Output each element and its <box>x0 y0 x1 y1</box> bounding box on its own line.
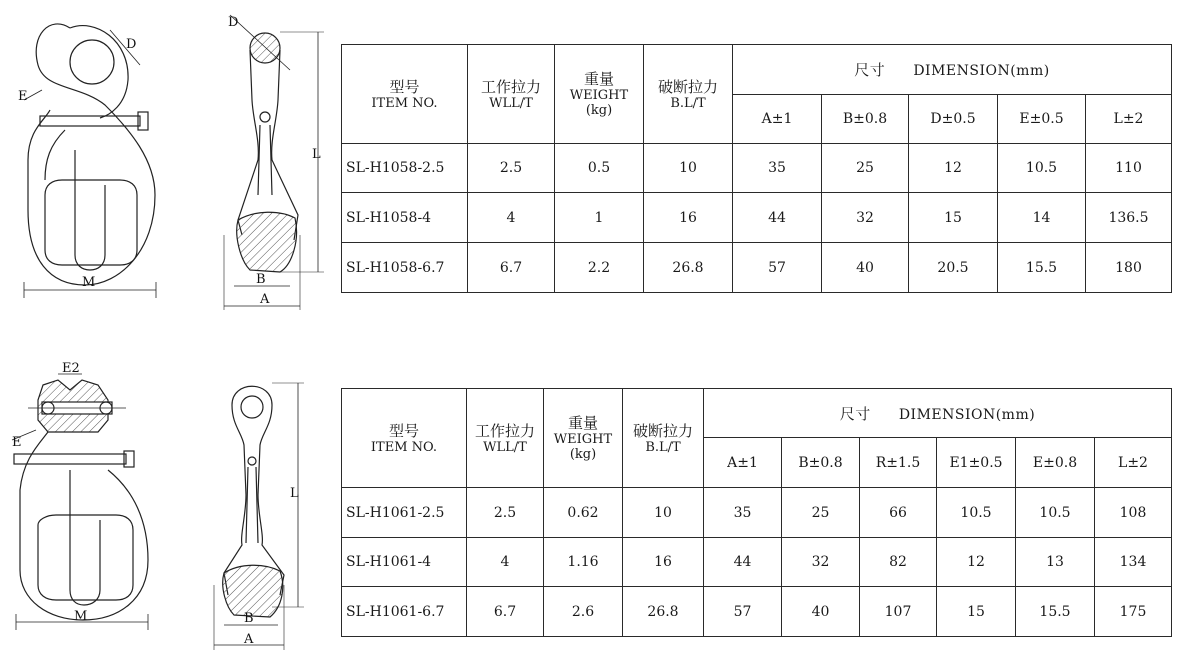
header-item <box>342 45 468 144</box>
dim-label-a: A <box>260 292 270 307</box>
cell-weight: 2.2 <box>555 243 644 293</box>
header-dimension <box>733 45 1172 95</box>
cell-wll: 2.5 <box>467 488 544 538</box>
cell-wll: 4 <box>467 538 544 587</box>
header-dim-e1: E1±0.5 <box>937 438 1016 488</box>
header-weight-unit: (kg) <box>585 103 613 118</box>
cell-dim-a: 57 <box>733 243 822 293</box>
cell-dim-b: 25 <box>782 488 860 538</box>
dim-label-d: D <box>126 37 137 52</box>
cell-dim-b: 25 <box>822 144 909 193</box>
cell-bl: 10 <box>623 488 704 538</box>
header-bl-cn: 破断拉力 <box>657 77 718 96</box>
header-item-en: ITEM NO. <box>371 95 438 111</box>
header-item-cn: 型号 <box>389 77 420 96</box>
cell-item: SL-H1058-2.5 <box>342 144 468 193</box>
header-weight-cn: 重量 <box>567 414 598 432</box>
cell-dim-e: 10.5 <box>998 144 1086 193</box>
cell-item: SL-H1061-2.5 <box>342 488 467 538</box>
cell-bl: 16 <box>623 538 704 587</box>
cell-weight: 0.5 <box>555 144 644 193</box>
header-weight-en: WEIGHT <box>569 88 629 103</box>
cell-dim-e1: 10.5 <box>937 488 1016 538</box>
cell-weight: 1 <box>555 193 644 243</box>
table-row <box>342 144 1172 193</box>
header-dim-a: A±1 <box>704 438 782 488</box>
cell-dim-l: 175 <box>1095 587 1172 637</box>
header-dim-l: L±2 <box>1095 438 1172 488</box>
cell-wll: 4 <box>468 193 555 243</box>
cell-dim-d: 20.5 <box>909 243 998 293</box>
table-row <box>342 538 1172 587</box>
spec-table-h1058 <box>341 44 1172 293</box>
cell-dim-e: 10.5 <box>1016 488 1095 538</box>
cell-dim-a: 35 <box>733 144 822 193</box>
cell-dim-b: 40 <box>782 587 860 637</box>
header-bl <box>623 389 704 488</box>
header-weight <box>544 389 623 488</box>
cell-weight: 0.62 <box>544 488 623 538</box>
cell-wll: 6.7 <box>467 587 544 637</box>
header-item-cn: 型号 <box>388 421 419 440</box>
cell-dim-l: 180 <box>1086 243 1172 293</box>
cell-dim-a: 44 <box>704 538 782 587</box>
cell-dim-r: 82 <box>860 538 937 587</box>
cell-dim-l: 134 <box>1095 538 1172 587</box>
cell-dim-d: 12 <box>909 144 998 193</box>
cell-dim-l: 108 <box>1095 488 1172 538</box>
cell-wll: 2.5 <box>468 144 555 193</box>
hook-side-drawing-2 <box>212 375 322 650</box>
cell-bl: 10 <box>644 144 733 193</box>
dim-label-m: M <box>74 609 88 624</box>
header-weight-cn: 重量 <box>583 70 614 88</box>
header-dim-d: D±0.5 <box>909 95 998 144</box>
cell-dim-a: 35 <box>704 488 782 538</box>
header-bl <box>644 45 733 144</box>
table-row <box>342 587 1172 637</box>
header-wll <box>467 389 544 488</box>
table-row <box>342 193 1172 243</box>
cell-dim-a: 44 <box>733 193 822 243</box>
cell-dim-b: 32 <box>782 538 860 587</box>
dim-label-a: A <box>244 632 254 647</box>
cell-dim-e: 15.5 <box>998 243 1086 293</box>
dim-label-e: E <box>18 89 28 104</box>
cell-item: SL-H1058-6.7 <box>342 243 468 293</box>
header-wll-en: WLL/T <box>489 95 533 111</box>
cell-item: SL-H1058-4 <box>342 193 468 243</box>
cell-dim-e1: 15 <box>937 587 1016 637</box>
header-wll <box>468 45 555 144</box>
cell-dim-e: 14 <box>998 193 1086 243</box>
header-wll-cn: 工作拉力 <box>474 421 535 440</box>
header-dim-e: E±0.8 <box>1016 438 1095 488</box>
hook-side-drawing-1 <box>220 10 330 310</box>
header-dim-r: R±1.5 <box>860 438 937 488</box>
dim-label-l: L <box>290 486 299 501</box>
cell-bl: 26.8 <box>644 243 733 293</box>
cell-weight: 1.16 <box>544 538 623 587</box>
header-dim-b: B±0.8 <box>782 438 860 488</box>
header-dimension <box>704 389 1172 438</box>
dim-label-l: L <box>312 147 321 162</box>
cell-dim-e: 15.5 <box>1016 587 1095 637</box>
cell-dim-e: 13 <box>1016 538 1095 587</box>
dim-label-b: B <box>256 272 266 287</box>
header-wll-en: WLL/T <box>483 439 527 455</box>
header-dim-en: DIMENSION(mm) <box>898 406 1036 423</box>
header-item-en: ITEM NO. <box>370 439 438 455</box>
header-weight-en: WEIGHT <box>553 432 613 447</box>
header-bl-cn: 破断拉力 <box>632 421 693 440</box>
header-dim-cn: 尺寸 <box>854 61 886 79</box>
cell-dim-a: 57 <box>704 587 782 637</box>
cell-bl: 26.8 <box>623 587 704 637</box>
header-wll-cn: 工作拉力 <box>480 77 541 96</box>
header-dim-e: E±0.5 <box>998 95 1086 144</box>
dim-label-d: D <box>228 15 239 30</box>
cell-dim-r: 107 <box>860 587 937 637</box>
cell-dim-l: 110 <box>1086 144 1172 193</box>
table-row <box>342 243 1172 293</box>
header-dim-a: A±1 <box>733 95 822 144</box>
cell-dim-b: 40 <box>822 243 909 293</box>
dim-label-e2: E2 <box>62 361 80 376</box>
spec-table-h1061 <box>341 388 1172 637</box>
cell-bl: 16 <box>644 193 733 243</box>
header-bl-en: B.L/T <box>670 95 706 111</box>
cell-dim-b: 32 <box>822 193 909 243</box>
dim-label-b: B <box>244 611 254 626</box>
cell-dim-d: 15 <box>909 193 998 243</box>
cell-dim-l: 136.5 <box>1086 193 1172 243</box>
table-row <box>342 488 1172 538</box>
cell-wll: 6.7 <box>468 243 555 293</box>
cell-item: SL-H1061-6.7 <box>342 587 467 637</box>
header-dim-cn: 尺寸 <box>839 404 871 423</box>
header-dim-en: DIMENSION(mm) <box>913 63 1050 79</box>
hook-front-drawing-2 <box>8 360 168 635</box>
dim-label-e: E <box>12 435 22 450</box>
cell-weight: 2.6 <box>544 587 623 637</box>
header-weight-unit: (kg) <box>569 447 597 462</box>
cell-item: SL-H1061-4 <box>342 538 467 587</box>
cell-dim-e1: 12 <box>937 538 1016 587</box>
cell-dim-r: 66 <box>860 488 937 538</box>
dim-label-m: M <box>82 275 96 290</box>
header-dim-l: L±2 <box>1086 95 1172 144</box>
header-dim-b: B±0.8 <box>822 95 909 144</box>
header-bl-en: B.L/T <box>645 439 681 455</box>
hook-front-drawing-1 <box>10 10 170 300</box>
header-item <box>342 389 467 488</box>
header-weight <box>555 45 644 144</box>
